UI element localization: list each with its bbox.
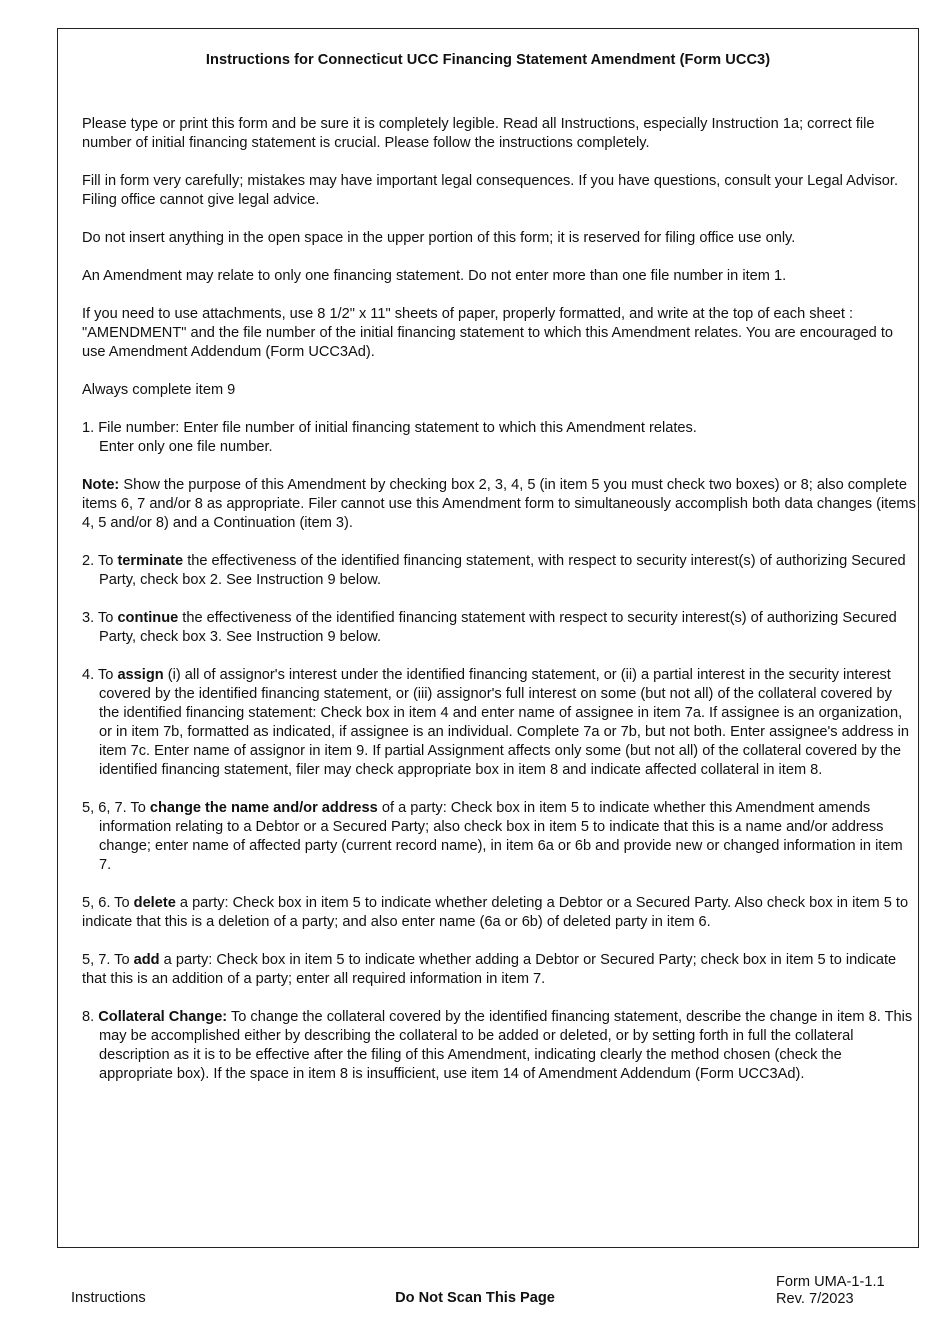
item-2-prefix: 2. To (82, 553, 118, 569)
item-57-prefix: 5, 7. To (82, 952, 134, 968)
instruction-item-3 (82, 609, 916, 647)
instruction-item-5-7 (82, 951, 916, 989)
intro-paragraph-legibility: Please type or print this form and be sure it is completely legible. Read all Instructions, especially Instruction 1a; correct file number of initial financing statement is crucial. Please follow the instructions completely. (82, 116, 875, 151)
item-567-keyword: change the name and/or address (149, 800, 378, 816)
item-56-prefix: 5, 6. To (82, 895, 134, 911)
note-paragraph (82, 476, 916, 533)
form-revision: Rev. 7/2023 (776, 1291, 854, 1307)
item-56-text: a party: Check box in item 5 to indicate whether deleting a Debtor or a Secured Party. Also check box in item 5 to indicate that this is a deletion of a party; and also enter name (6a or 6b) of deleted party in item 6. (82, 895, 909, 930)
item-2-text: the effectiveness of the identified financing statement, with respect to security interest(s) of authorizing Secured Party, check box 2. See Instruction 9 below. (99, 553, 906, 588)
intro-paragraph-open-space: Do not insert anything in the open space in the upper portion of this form; it is reserved for filing office use only. (82, 230, 796, 246)
item-4-text: (i) all of assignor's interest under the identified financing statement, or (ii) a partial interest in the security interest covered by the identified financing statement, or (iii) assignor's full interest on some (but not all) of the collateral covered by the identified financing statement: Check box in item 4 and enter name of assignee in item 7a. If assignee is an organization, or in item 7b, formatted as indicated, if assignee is an individual. Complete 7a or 7b, but not both. Enter assignee's address in item 7c. Enter name of assignor in item 9. If partial Assignment affects only some (but not all) of the collateral covered by the identified financing statement, filer may check appropriate box in item 8 and indicate affected collateral in item 8. (99, 667, 909, 778)
footer-instructions-label: Instructions (71, 1290, 146, 1306)
intro-paragraph-item9: Always complete item 9 (82, 382, 236, 398)
intro-paragraph-one-statement: An Amendment may relate to only one financing statement. Do not enter more than one file number in item 1. (82, 268, 787, 284)
page-title: Instructions for Connecticut UCC Financing Statement Amendment (Form UCC3) (205, 52, 771, 68)
instruction-item-4 (82, 666, 916, 780)
intro-paragraph-attachments: If you need to use attachments, use 8 1/2" x 11" sheets of paper, properly formatted, and write at the top of each sheet : "AMENDMENT" and the file number of the initial financing statement to which this Amendment relates. You are encouraged to use Amendment Addendum (Form UCC3Ad). (82, 306, 894, 360)
instruction-item-1 (82, 419, 916, 457)
item-3-prefix: 3. To (82, 610, 118, 626)
note-text: Show the purpose of this Amendment by checking box 2, 3, 4, 5 (in item 5 you must check two boxes) or 8; also complete items 6, 7 and/or 8 as appropriate. Filer cannot use this Amendment form to simultaneously accomplish both data changes (items 4, 5 and/or 8) and a Continuation (item 3). (82, 477, 916, 531)
instructions-frame (57, 28, 919, 1248)
item-3-keyword: continue (117, 610, 179, 626)
note-label: Note: (82, 477, 120, 493)
item-1-text: 1. File number: Enter file number of initial financing statement to which this Amendment relates. (82, 420, 697, 436)
item-567-text: of a party: Check box in item 5 to indicate whether this Amendment amends information relating to a Debtor or a Secured Party; also check box in item 5 to indicate that this is a name and/or address change; enter name of affected party (current record name), in item 6a or 6b and provide new or changed information in item 7. (99, 800, 903, 873)
item-57-text: a party: Check box in item 5 to indicate whether adding a Debtor or Secured Party; check box in item 5 to indicate that this is an addition of a party; enter all required information in item 7. (82, 952, 897, 987)
footer-form-id (776, 1274, 885, 1308)
item-1-line2: Enter only one file number. (99, 439, 273, 455)
item-8-prefix: 8. (82, 1009, 99, 1025)
footer-do-not-scan: Do Not Scan This Page (395, 1290, 555, 1306)
instruction-item-5-6-7 (82, 799, 916, 875)
instruction-item-8 (82, 1008, 916, 1084)
item-3-text: the effectiveness of the identified financing statement with respect to security interest(s) of authorizing Secured Party, check box 3. See Instruction 9 below. (99, 610, 897, 645)
item-57-keyword: add (133, 952, 160, 968)
instructions-body (82, 115, 916, 1103)
instruction-item-2 (82, 552, 916, 590)
form-number: Form UMA-1-1.1 (776, 1274, 885, 1290)
item-4-prefix: 4. To (82, 667, 118, 683)
item-567-prefix: 5, 6, 7. To (82, 800, 150, 816)
intro-paragraph-care: Fill in form very carefully; mistakes may have important legal consequences. If you have questions, consult your Legal Advisor. Filing office cannot give legal advice. (82, 173, 899, 208)
instruction-item-5-6 (82, 894, 916, 932)
item-2-keyword: terminate (117, 553, 184, 569)
item-8-text: To change the collateral covered by the identified financing statement, describe the change in item 8. This may be accomplished either by describing the collateral to be added or deleted, or by setting forth in full the collateral description as it is to be effective after the filing of this Amendment, indicating clearly the method chosen (check the appropriate box). If the space in item 8 is insufficient, use item 14 of Amendment Addendum (Form UCC3Ad). (99, 1009, 913, 1082)
item-8-keyword: Collateral Change: (98, 1009, 228, 1025)
item-56-keyword: delete (133, 895, 176, 911)
item-4-keyword: assign (117, 667, 164, 683)
